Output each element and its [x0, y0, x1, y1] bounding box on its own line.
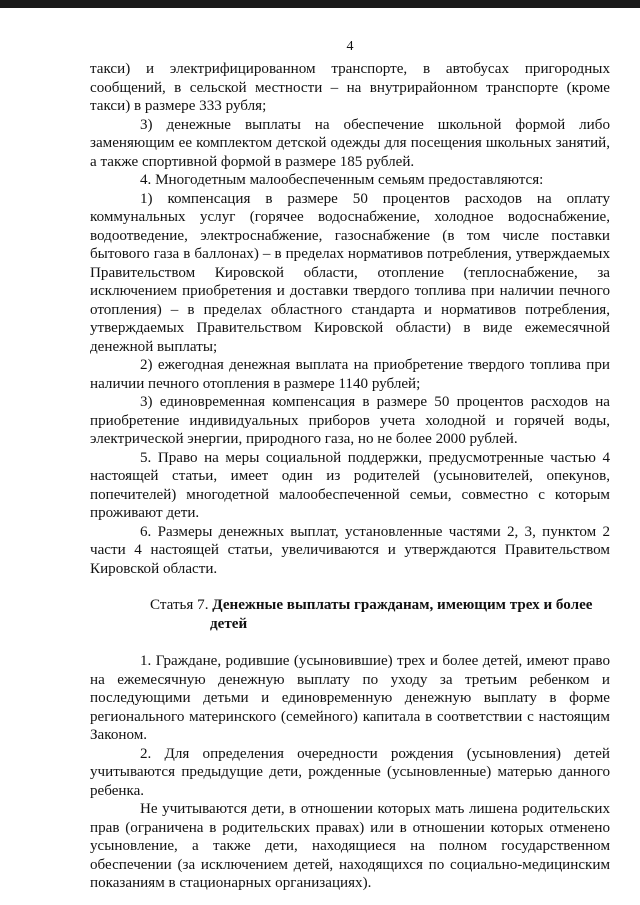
article-7-prefix: Статья 7. [150, 597, 213, 613]
document-page [90, 38, 610, 893]
scan-top-edge [0, 0, 640, 8]
paragraph-part-5: 5. Право на меры социальной поддержки, предусмотренные частью 4 настоящей статьи, имеет один из родителей (усыновителей, опекунов, попечителей) многодетной малообеспеченной семьи, совместно с которым проживают дети. [90, 449, 610, 521]
paragraph-part-4-intro: 4. Многодетным малообеспеченным семьям предоставляются: [140, 172, 544, 188]
paragraph-part-4-item-3: 3) единовременная компенсация в размере 50 процентов расходов на приобретение индивидуальных приборов учета холодной и горячей воды, электрической энергии, природного газа, но не более 2000 рублей. [90, 394, 610, 447]
page-number: 4 [346, 39, 354, 54]
article-7-title: Денежные выплаты гражданам, имеющим трех и более детей [210, 597, 593, 632]
paragraph-part-6: 6. Размеры денежных выплат, установленные частями 2, 3, пунктом 2 части 4 настоящей статьи, увеличиваются и утверждаются Правительством Кировской области. [90, 523, 610, 577]
paragraph-part-4-item-1: 1) компенсация в размере 50 процентов расходов на оплату коммунальных услуг (горячее водоснабжение, холодное водоснабжение, водоотведение, электроснабжение, газоснабжение (в том числе поставки бытового газа в баллонах) – в пределах нормативов потребления, утверждаемых Правительством Кировской области, отопление (теплоснабжение, за исключением приобретения и доставки твердого топлива при наличии печного отопления) – в пределах областного стандарта и нормативов потребления, утверждаемых Правительством Кировской области) в виде ежемесячной денежной выплаты; [90, 190, 610, 355]
article-7-part-1: 1. Граждане, родившие (усыновившие) трех и более детей, имеют право на ежемесячную денежную выплату по уходу за третьим ребенком и последующими детьми и единовременную денежную выплату в форме регионального материнского (семейного) капитала в соответствии с настоящим Законом. [90, 653, 610, 743]
paragraph-continuation: такси) и электрифицированном транспорте, в автобусах пригородных сообщений, в сельской местности – на внутрирайонном транспорте (кроме такси) в размере 333 рубля; [90, 61, 610, 114]
paragraph-item-3-school-uniform: 3) денежные выплаты на обеспечение школьной формой либо заменяющим ее комплектом детской одежды для посещения школьных занятий, а также спортивной формой в размере 185 рублей. [90, 116, 610, 170]
paragraph-part-4-item-2: 2) ежегодная денежная выплата на приобретение твердого топлива при наличии печного отопления в размере 1140 рублей; [90, 357, 610, 392]
article-7-part-2-exclusions: Не учитываются дети, в отношении которых мать лишена родительских прав (ограничена в родительских правах) или в отношении которых отменено усыновление, а также дети, находящиеся на полном государственном обеспечении (за исключением детей, находящихся по социально-медицинским показаниям в стационарных организациях). [90, 801, 610, 891]
article-7-part-2: 2. Для определения очередности рождения (усыновления) детей учитываются предыдущие дети, рожденные (усыновленные) матерью данного ребенка. [90, 745, 610, 799]
article-7-heading [90, 596, 610, 633]
